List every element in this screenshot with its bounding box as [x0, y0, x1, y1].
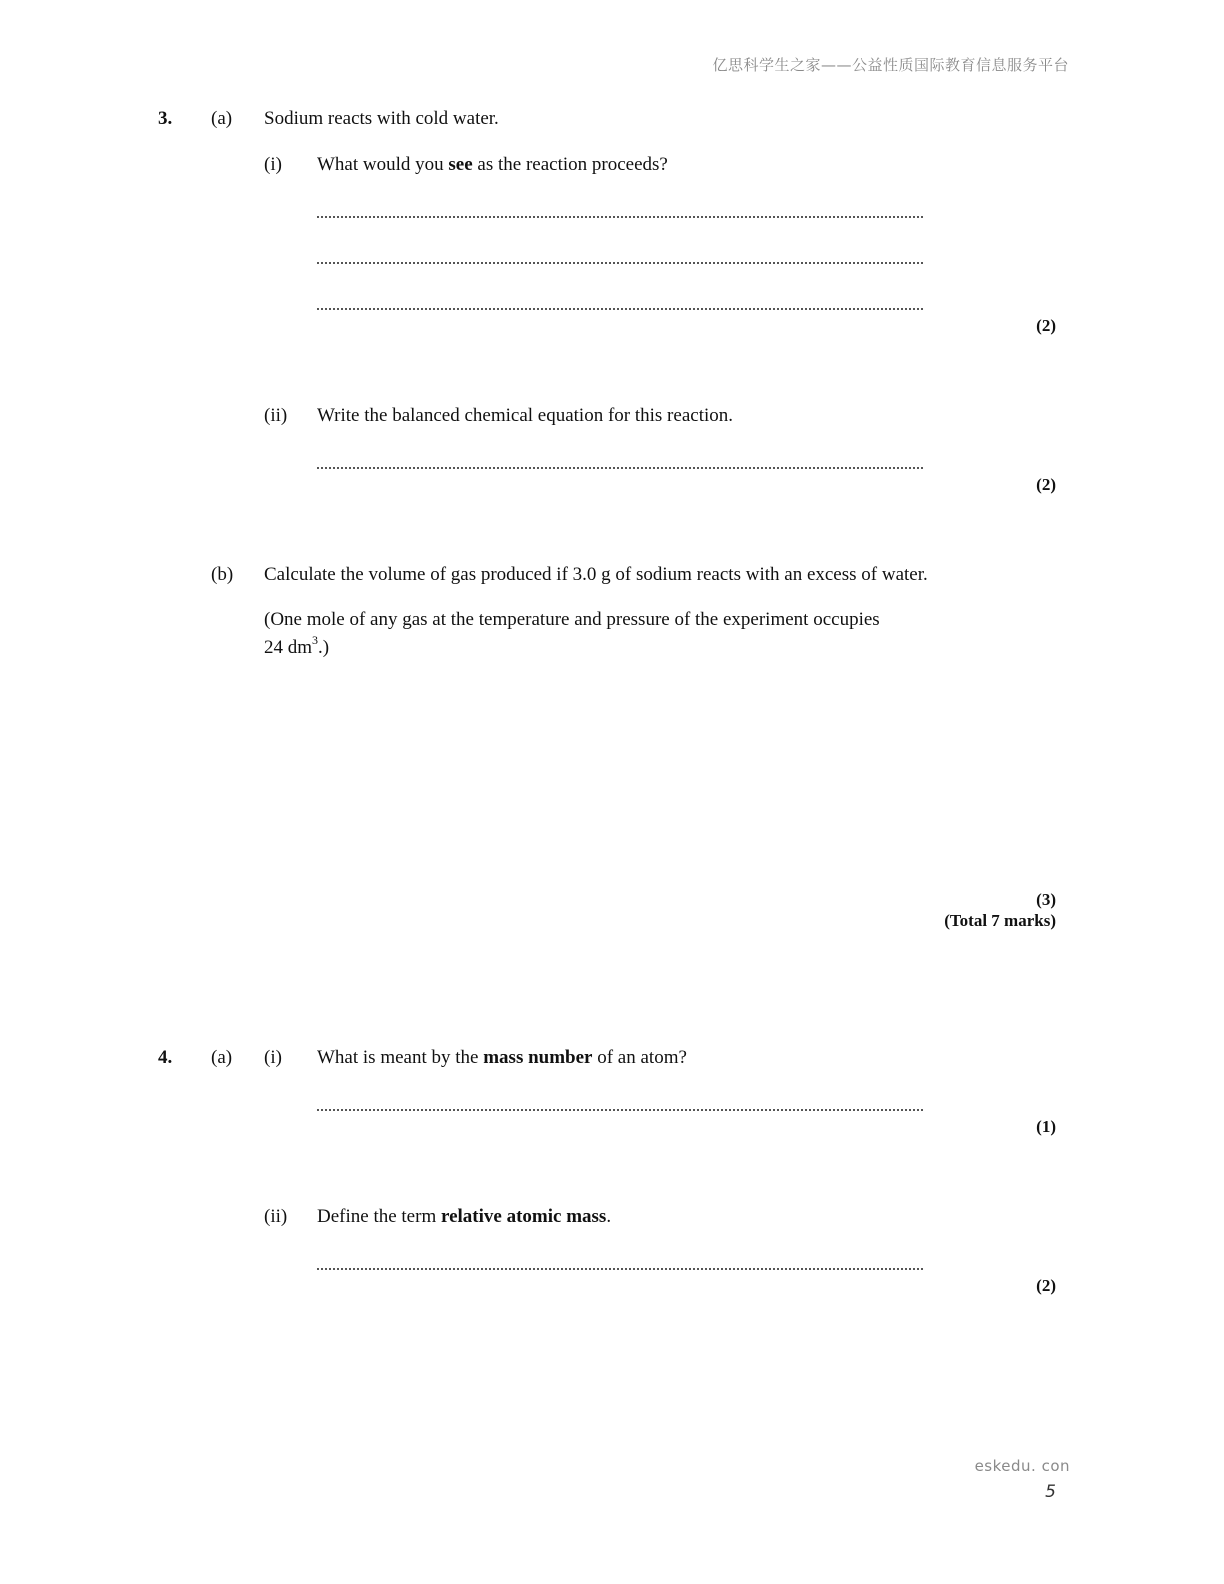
answer-line[interactable] [317, 216, 923, 218]
q4-a-ii-text-after: . [606, 1206, 612, 1227]
q3-a-i-label: (i) [264, 154, 282, 175]
q3-a-i-text-after: as the reaction proceeds? [472, 154, 668, 175]
question-4-number: 4. [158, 1047, 173, 1068]
q3-a-i-text-before: What would you [317, 154, 449, 175]
marks-label: (3) [1036, 890, 1056, 909]
q3-part-a-label: (a) [211, 108, 233, 129]
q4-a-ii-text-before: Define the term [317, 1206, 441, 1227]
q3-b-note-superscript: 3 [312, 633, 319, 647]
answer-line[interactable] [317, 1109, 923, 1111]
q4-a-i-text-after: of an atom? [592, 1047, 687, 1068]
marks-label: (2) [1036, 316, 1056, 335]
q4-a-i-question [317, 1047, 687, 1069]
q3-a-i-text-bold: see [448, 154, 473, 175]
answer-line[interactable] [317, 467, 923, 469]
marks-label: (2) [1036, 1276, 1056, 1295]
q3-b-note-end: .) [318, 637, 330, 658]
q4-a-ii-text-bold: relative atomic mass [440, 1206, 607, 1227]
header-watermark: 亿思科学生之家——公益性质国际教育信息服务平台 [712, 56, 1069, 74]
q3-a-ii-question: Write the balanced chemical equation for this reaction. [317, 405, 733, 426]
q4-a-ii-label: (ii) [264, 1206, 288, 1227]
footer-url: eskedu. con [974, 1457, 1070, 1475]
q3-b-note-line2 [264, 633, 330, 659]
q3-part-a-stem: Sodium reacts with cold water. [264, 108, 499, 129]
q3-b-note-text: 24 dm [264, 637, 313, 658]
answer-line[interactable] [317, 1268, 923, 1270]
answer-line[interactable] [317, 262, 923, 264]
q4-a-i-label: (i) [264, 1047, 282, 1068]
q4-a-i-text-bold: mass number [483, 1047, 593, 1068]
q3-a-ii-label: (ii) [264, 405, 288, 426]
marks-label: (1) [1036, 1117, 1056, 1136]
q4-a-ii-question [317, 1206, 611, 1228]
answer-line[interactable] [317, 308, 923, 310]
q3-part-b-label: (b) [211, 564, 234, 585]
q4-part-a-label: (a) [211, 1047, 233, 1068]
q3-b-note-line1: (One mole of any gas at the temperature and pressure of the experiment occupies [264, 609, 880, 630]
total-marks-label: (Total 7 marks) [944, 911, 1056, 930]
q3-a-i-question [317, 154, 668, 176]
page-number: 5 [1045, 1482, 1056, 1502]
question-3-number: 3. [158, 108, 173, 129]
marks-label: (2) [1036, 475, 1056, 494]
q4-a-i-text-before: What is meant by the [317, 1047, 484, 1068]
q3-b-question: Calculate the volume of gas produced if 3.0 g of sodium reacts with an excess of water. [264, 564, 928, 585]
